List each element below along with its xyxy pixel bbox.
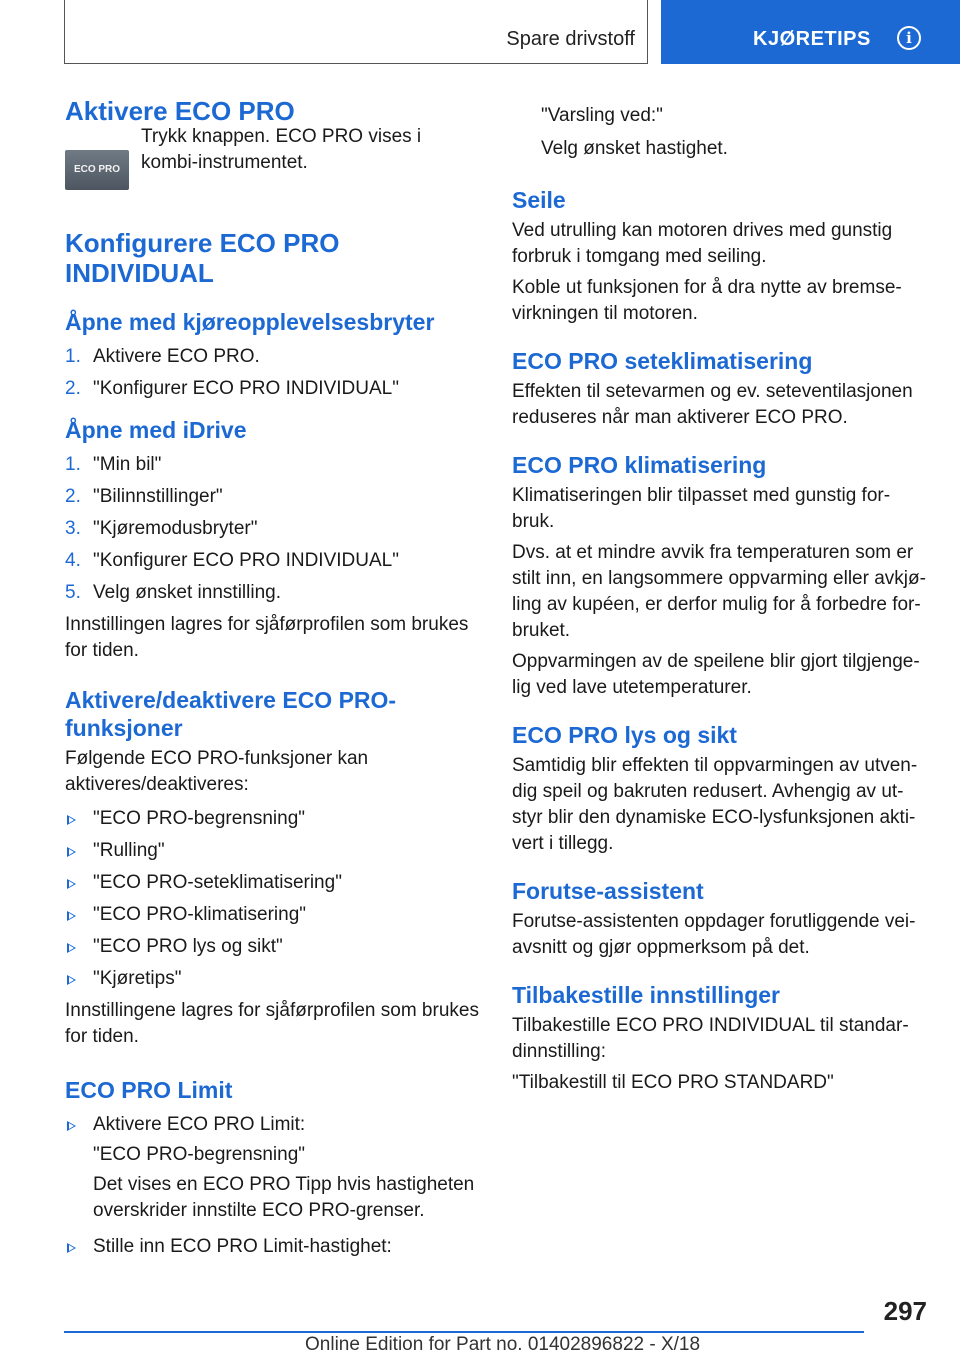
configure-heading: Konfigurere ECO PRO INDIVIDUAL [65, 228, 340, 288]
list-item: Aktivere ECO PRO Limit: "ECO PRO-begrensning" Det vises en ECO PRO Tipp hvis hastigheten overskrider innstilte ECO PRO-grenser. [65, 1112, 480, 1224]
list-item: "Kjøretips" [65, 966, 480, 992]
list-item: "Rulling" [65, 838, 480, 864]
bullet-triangle-icon [67, 975, 76, 985]
list-item: "ECO PRO-seteklimatisering" [65, 870, 480, 896]
seat-climate-paragraph: Effekten til setevarmen og ev. seteventilasjonen reduseres når man aktiverer ECO PRO. [512, 381, 913, 428]
idrive-note: Innstillingen lagres for sjåførprofilen som brukes for tiden. [65, 614, 469, 661]
bullet-triangle-icon [67, 943, 76, 953]
section-title: Spare drivstoff [506, 28, 635, 50]
continued-line-1: "Varsling ved:" [541, 105, 663, 126]
open-switch-steps [65, 344, 480, 402]
header-chapter-tab[interactable] [661, 0, 960, 64]
open-idrive-heading: Åpne med iDrive [65, 417, 247, 443]
continued-line-2: Velg ønsket hastighet. [541, 138, 728, 159]
activate-eco-pro-heading: Aktivere ECO PRO [65, 96, 295, 126]
bullet-triangle-icon [67, 815, 76, 825]
climate-paragraph-2: Dvs. at et mindre avvik fra temperaturen som er stilt inn, en langsommere oppvarming eller avkjø-ling av kupéen, er derfor mulig for å forbedre for-bruket. [512, 542, 926, 641]
forutse-heading: Forutse-assistent [512, 878, 704, 904]
bullet-triangle-icon [67, 911, 76, 921]
open-idrive-steps [65, 452, 480, 606]
list-item: 2. "Bilinnstillinger" [65, 486, 223, 507]
footer-edition-text: Online Edition for Part no. 01402896822 - X/18 [305, 1334, 701, 1355]
header-section-box [64, 0, 648, 64]
list-item: "ECO PRO lys og sikt" [65, 934, 480, 960]
list-item: "ECO PRO-klimatisering" [65, 902, 480, 928]
seile-paragraph-2: Koble ut funksjonen for å dra nytte av bremse-virkningen til motoren. [512, 277, 902, 324]
climate-heading: ECO PRO klimatisering [512, 452, 767, 478]
functions-heading: Aktivere/deaktivere ECO PRO-funksjoner [65, 687, 397, 741]
open-switch-heading: Åpne med kjøreopplevelsesbryter [65, 309, 435, 335]
reset-paragraph-1: Tilbakestille ECO PRO INDIVIDUAL til standar-dinnstilling: [512, 1015, 909, 1062]
activate-block [65, 126, 480, 196]
footer-divider [64, 1331, 864, 1333]
limit-heading: ECO PRO Limit [65, 1077, 233, 1103]
left-column [65, 96, 480, 1266]
bullet-triangle-icon [67, 879, 76, 889]
seat-climate-heading: ECO PRO seteklimatisering [512, 348, 813, 374]
functions-list [65, 806, 480, 992]
chapter-title: KJØRETIPS [753, 28, 871, 50]
bullet-triangle-icon [67, 1243, 76, 1253]
limit-sub-text: Det vises en ECO PRO Tipp hvis hastigheten overskrider innstilte ECO PRO-grenser. [93, 1174, 475, 1221]
eco-pro-button-image: ECO PRO [65, 150, 129, 190]
functions-note: Innstillingene lagres for sjåførprofilen som brukes for tiden. [65, 1000, 479, 1047]
bullet-triangle-icon [67, 1121, 76, 1131]
activate-text: Trykk knappen. ECO PRO vises i kombi-instrumentet. [141, 126, 422, 173]
page-number: 297 [883, 1296, 927, 1326]
list-item: Stille inn ECO PRO Limit-hastighet: [65, 1234, 480, 1260]
list-item: 2. "Konfigurer ECO PRO INDIVIDUAL" [65, 378, 399, 399]
light-vision-paragraph: Samtidig blir effekten til oppvarmingen av utven-dig speil og bakruten redusert. Avhengig av ut-styr blir den dynamiske ECO-lysfunksjonen akti-vert i tillegg. [512, 755, 918, 854]
reset-paragraph-2: "Tilbakestill til ECO PRO STANDARD" [512, 1072, 834, 1093]
list-item: 1. Aktivere ECO PRO. [65, 346, 260, 367]
list-item: 5. Velg ønsket innstilling. [65, 582, 281, 603]
climate-paragraph-1: Klimatiseringen blir tilpasset med gunstig for-bruk. [512, 485, 891, 532]
info-icon[interactable]: i [897, 26, 921, 50]
list-item: "ECO PRO-begrensning" [65, 806, 480, 832]
bullet-triangle-icon [67, 847, 76, 857]
seile-paragraph-1: Ved utrulling kan motoren drives med gunstig forbruk i tomgang med seiling. [512, 220, 893, 267]
list-item: 4. "Konfigurer ECO PRO INDIVIDUAL" [65, 550, 399, 571]
seile-heading: Seile [512, 187, 566, 213]
climate-paragraph-3: Oppvarmingen av de speilene blir gjort tilgjenge-lig ved lave utetemperaturer. [512, 651, 920, 698]
reset-heading: Tilbakestille innstillinger [512, 982, 780, 1008]
right-column [512, 103, 926, 1096]
forutse-paragraph: Forutse-assistenten oppdager forutliggende vei-avsnitt og gjør oppmerksom på det. [512, 911, 916, 958]
light-vision-heading: ECO PRO lys og sikt [512, 722, 737, 748]
list-item: 1. "Min bil" [65, 454, 162, 475]
limit-list [65, 1112, 480, 1260]
functions-intro: Følgende ECO PRO-funksjoner kan aktiveres/deaktiveres: [65, 748, 369, 795]
limit-sub-menu: "ECO PRO-begrensning" [93, 1144, 306, 1165]
list-item: 3. "Kjøremodusbryter" [65, 518, 258, 539]
